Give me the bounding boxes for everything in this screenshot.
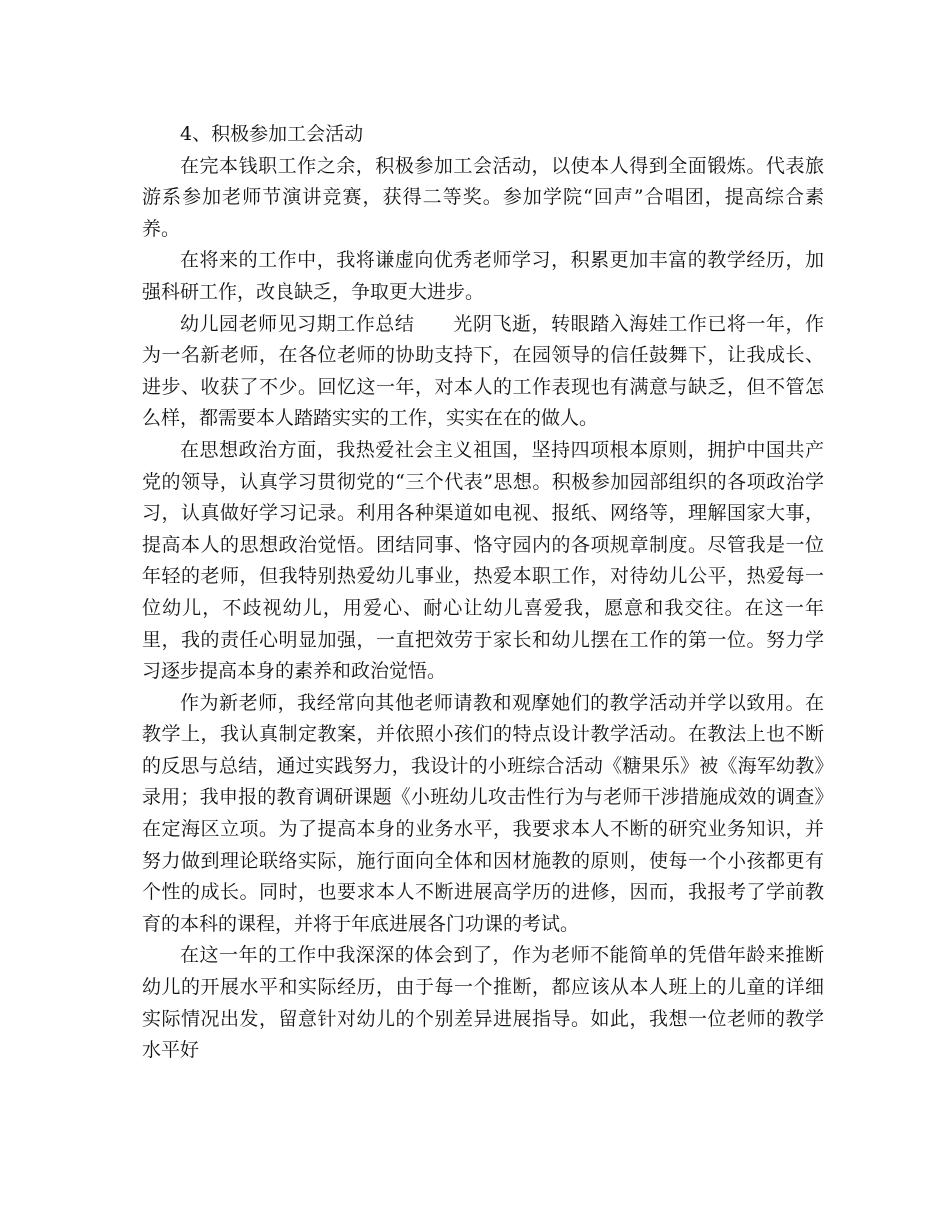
paragraph-probation-summary-intro: 幼儿园老师见习期工作总结 光阴飞逝，转眼踏入海娃工作已将一年，作为一名新老师，在各位老师的协助支持下，在园领导的信任鼓舞下，让我成长、进步、收获了不少。回忆这一年，对本人的工作表现也有满意与缺乏，但不管怎么样，都需要本人踏踏实实的工作，实实在在的做人。 bbox=[142, 312, 824, 430]
document-page bbox=[142, 119, 824, 1067]
paragraph-union-activities: 在完本钱职工作之余，积极参加工会活动，以使本人得到全面锻炼。代表旅游系参加老师节演讲竞赛，获得二等奖。参加学院“回声”合唱团，提高综合素养。 bbox=[142, 154, 824, 240]
paragraph-reflection: 在这一年的工作中我深深的体会到了，作为老师不能简单的凭借年龄来推断幼儿的开展水平和实际经历，由于每一个推断，都应该从本人班上的儿童的详细实际情况出发，留意针对幼儿的个别差异进展指导。如此，我想一位老师的教学水平好 bbox=[142, 944, 824, 1062]
paragraph-future-work: 在将来的工作中，我将谦虚向优秀老师学习，积累更加丰富的教学经历，加强科研工作，改良缺乏，争取更大进步。 bbox=[142, 249, 824, 303]
section-heading: 4、积极参加工会活动 bbox=[180, 123, 364, 145]
paragraph-political-thought: 在思想政治方面，我热爱社会主义祖国，坚持四项根本原则，拥护中国共产党的领导，认真学习贯彻党的“三个代表”思想。积极参加园部组织的各项政治学习，认真做好学习记录。利用各种渠道如电视、报纸、网络等，理解国家大事，提高本人的思想政治觉悟。团结同事、恪守园内的各项规章制度。尽管我是一位年轻的老师，但我特别热爱幼儿事业，热爱本职工作，对待幼儿公平，热爱每一位幼儿，不歧视幼儿，用爱心、耐心让幼儿喜爱我，愿意和我交往。在这一年里，我的责任心明显加强，一直把效劳于家长和幼儿摆在工作的第一位。努力学习逐步提高本身的素养和政治觉悟。 bbox=[142, 438, 824, 683]
paragraph-teaching-work: 作为新老师，我经常向其他老师请教和观摩她们的教学活动并学以致用。在教学上，我认真制定教案，并依照小孩们的特点设计教学活动。在教法上也不断的反思与总结，通过实践努力，我设计的小班综合活动《糖果乐》被《海军幼教》录用；我申报的教育调研课题《小班幼儿攻击性行为与老师干涉措施成效的调查》在定海区立项。为了提高本身的业务水平，我要求本人不断的研究业务知识，并努力做到理论联络实际，施行面向全体和因材施教的原则，使每一个小孩都更有个性的成长。同时，也要求本人不断进展高学历的进修，因而，我报考了学前教育的本科的课程，并将于年底进展各门功课的考试。 bbox=[142, 691, 824, 935]
